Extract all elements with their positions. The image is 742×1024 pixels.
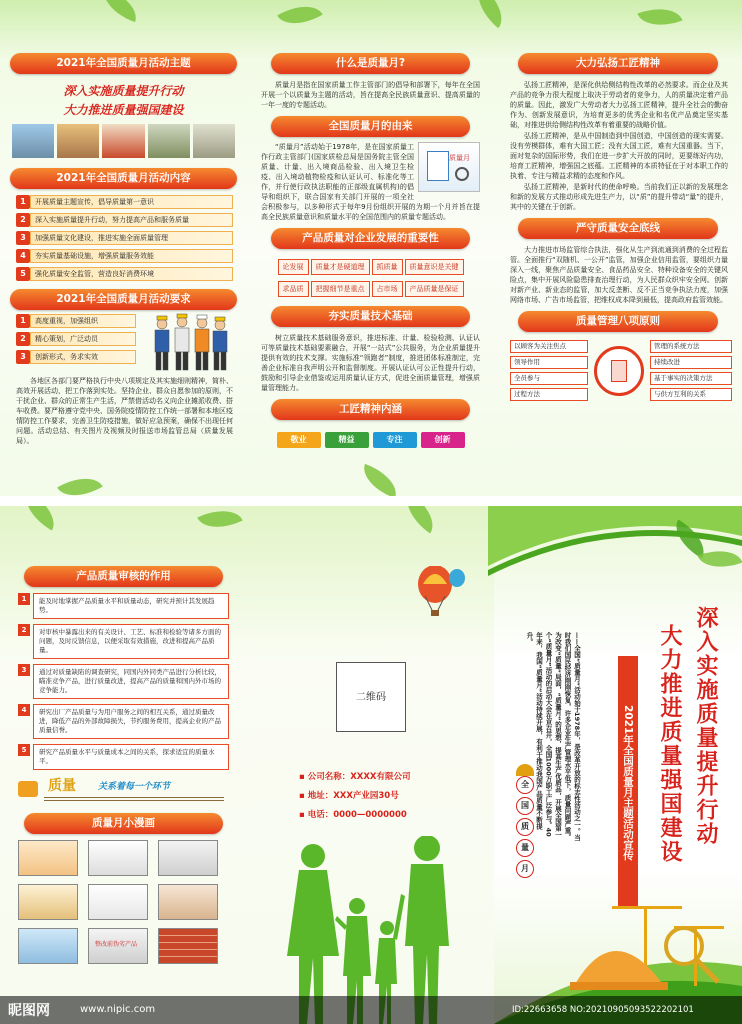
item-text: 创新形式，务求实效 [30,350,136,364]
principle-item: 基于事实的决策方法 [650,372,732,385]
phone-icon: ▪ [299,810,308,820]
chain-text: 关系着每一个环节 [98,782,171,792]
badge-char: 量 [516,839,534,857]
torch-icon [516,764,534,776]
item-number: 2 [16,332,30,346]
craft-paragraph-3: 弘扬工匠精神，是新时代的使命呼唤。当前我们正以新的发展理念和新的发展方式推动形成先进生产力，以“质”的提升带动“量”的提升，其中的关键在于创新。 [510,183,728,211]
audit-list [18,593,229,770]
clipboard-icon [427,151,449,181]
watermark-bar [0,996,742,1024]
origin-image-label: 质量月 [449,154,470,162]
principle-item: 过程方法 [510,388,588,401]
location-icon: ▪ [299,791,308,801]
comic-7 [18,928,78,964]
cover-intro: ——全国“质量月”活动始于1978年，是改革开放的标志性活动之一。当时我们国民经济刚刚恢复，许多企业生产管理水平低下，质量问题严重。为改变“质量”局面，“质量月”的思想，提高生产优质品，开展全国第一个“质量月”活动的启动大会在京召开，全国1000万职工广泛参与。40年来，我国“质量月”活动持续开展，有利于推动我国产品质量不断提升。 [525,632,581,841]
req-item [16,314,136,328]
comic-1 [18,840,78,876]
principles-right [650,337,732,404]
principle-item: 全员参与 [510,372,588,385]
section-title-requirements: 2021年全国质量月活动要求 [10,289,237,310]
principle-item: 持续改进 [650,356,732,369]
spirit-chips [247,427,494,448]
content-item [16,231,233,245]
fold-gap [0,496,742,506]
brochure-outside [0,0,742,496]
section-title-comics: 质量月小漫画 [24,813,223,834]
item-text: 通过对质量缺陷的调查研究，同国内外同类产品进行分析比较，瞄准竞争产品，进行质量改进，提高产品的质量和国内外市场的竞争能力。 [33,664,229,699]
hot-air-balloon-icon [415,566,465,626]
cover-title-line-1: 深入实施质量提升行动 [693,606,718,846]
item-text: 能及时地掌握产品质量水平和质量动态，研究并预计其发展趋势。 [33,593,229,619]
section-title-safety: 严守质量安全底线 [518,218,718,239]
watermark-id: ID:22663658 NO:20210905093522202101 [512,1005,694,1015]
item-text: 对审核中暴露出来的有关设计、工艺、标准和检验等诸多方面的问题，及时反馈信息，以便采取有效措施，改进和提高产品质量。 [33,624,229,659]
content-item [16,249,233,263]
item-text: 研究出厂产品质量与为用户服务之间的相互关系，通过质量改进，降低产品的外部故障损失，节约服务费用，提高企业的产品质量信誉。 [33,704,229,739]
item-number: 5 [16,267,30,281]
panel-audit-role [0,506,247,1024]
item-text: 开展质量主题宣传，倡导质量第一意识 [30,195,233,209]
audit-item [18,744,229,770]
importance-tag: 求品质 [278,281,309,297]
cover-subtitle: 2021年全国质量月主题活动宣传 [618,656,638,906]
importance-tag: 质量才是硬道理 [311,259,370,275]
principle-item: 与供方互利的关系 [650,388,732,401]
photo-inspection [193,124,235,158]
item-text: 加强质量文化建设，推进实施全面质量管理 [30,231,233,245]
badge-column [516,776,534,878]
item-number: 3 [18,664,30,676]
importance-tag: 产品质量是保证 [405,281,464,297]
panel-cover [494,506,742,1024]
chain-icon [44,797,224,805]
audit-item [18,593,229,619]
importance-tag: 把握细节是重点 [311,281,370,297]
requirements-paragraph: 各地区各部门要严格执行中央八项规定及其实施细则精神，简朴、高效开展活动，把工作落到实处。坚持企业、群众自愿参加的原则，不干扰企业、群众的正常生产生活，严禁借活动名义向企业摊派收费、搭车收费。要严格遵守党中央、国务院疫情防控工作统一部署和本地区疫情防控工作要求，完善卫生防疫措施，做好应急预案，确保不出现任何问题。活动总结、有关图片及视频及时报送市场监管总局（质量发展局）。 [16,377,233,445]
importance-tag: 论发展 [278,259,309,275]
importance-tags [257,254,484,298]
principle-item: 管理的系统方法 [650,340,732,353]
slogan-2: 大力推进质量强国建设 [63,103,184,117]
theme-photos [12,124,235,158]
comic-stamp: 整改前伪劣产品 [95,941,138,948]
section-title-audit: 产品质量审核的作用 [24,566,223,587]
principle-item: 领导作用 [510,356,588,369]
comic-4 [18,884,78,920]
item-text: 强化质量安全监管，营造良好消费环境 [30,267,233,281]
slogan-1: 深入实施质量提升行动 [63,84,184,98]
origin-illustration [418,142,480,192]
comic-3 [158,840,218,876]
principles-diagram [510,337,732,404]
spirit-chip: 创新 [421,432,465,448]
content-list [16,195,233,281]
audit-item [18,664,229,699]
content-item [16,195,233,209]
section-title-theme: 2021年全国质量月活动主题 [10,53,237,74]
item-number: 1 [16,314,30,328]
company-name: ▪ 公司名称：XXXX有限公司 [299,772,411,782]
audit-item [18,624,229,659]
principle-item: 以顾客为关注焦点 [510,340,588,353]
magnifier-icon [455,167,469,181]
req-item [16,350,136,364]
audit-item [18,704,229,739]
safety-paragraph: 大力推进市场监管综合执法，强化从生产到流通到消费的全过程监管。全面推行“双随机、一公开”监管，加强企业信用监管，要组织力量深入一线，聚焦产品质量安全、食品药品安全、特种设备安全的关键风险点，集中开展风险隐患排查治理行动，为人民群众织牢安全网。创新对新产业、新业态的监管，加大反垄断、反不正当竞争执法力度，加强网络市场、广告市场监管，把维权成本降到最低，提高政府监管效能。 [510,246,728,304]
photo-factory [148,124,190,158]
item-text: 精心策划，广泛动员 [30,332,136,346]
item-text: 高度重视，加强组织 [30,314,136,328]
photo-worker [12,124,54,158]
photo-quality [57,124,99,158]
item-text: 深入实施质量提升行动，努力提高产品和服务质量 [30,213,233,227]
importance-tag: 占市场 [372,281,403,297]
item-number: 1 [18,593,30,605]
content-item [16,267,233,281]
section-title-craft: 大力弘扬工匠精神 [518,53,718,74]
photo-chart [102,124,144,158]
section-title-tech: 夯实质量技术基础 [271,306,470,327]
quality-chain [18,775,233,809]
section-title-what: 什么是质量月? [271,53,470,74]
item-number: 5 [18,744,30,756]
watermark-logo: 昵图网 [8,1003,50,1019]
importance-tag: 质量意识是关键 [405,259,464,275]
item-text: 研究产品质量水平与质量成本之间的关系，探求适宜的质量水平。 [33,744,229,770]
importance-tag: 抓质量 [372,259,403,275]
item-number: 2 [18,624,30,636]
building-icon: ▪ [299,772,308,782]
spirit-chip: 专注 [373,432,417,448]
spirit-chip: 精益 [325,432,369,448]
spirit-chip: 敬业 [277,432,321,448]
megaphone-icon [18,781,38,797]
tech-paragraph: 树立质量技术基础服务意识，推进标准、计量、检验检测、认证认可等质量技术基础要素融合，开展“一站式”公共服务，为企业质量提升提供有效的技术支撑。实施标准“领跑者”制度，推进团体标准制定，完善企业标准自我声明公开和监督制度。开展认证认可公正性提升行动，鼓励和引导企业借鉴或运用质量认证方式，促进全面质量管理，增强质量管理能力。 [261,334,480,392]
badge-char: 月 [516,860,534,878]
what-paragraph: 质量月是指在国家质量工作主管部门的倡导和部署下，每年在全国开展一个以质量为主题的活动，旨在提高全民族质量意识、提高质量的一年一度的专题活动。 [261,81,480,109]
address: ▪ 地址：XXX产业园30号 [299,791,399,801]
brochure-inside [0,506,742,1024]
chain-word: 质量 [48,778,76,794]
contact-info [299,768,410,825]
item-number: 2 [16,213,30,227]
origin-block [261,142,480,222]
section-title-importance: 产品质量对企业发展的重要性 [271,228,470,249]
item-number: 1 [16,195,30,209]
principles-left [510,337,588,404]
comic-2 [88,840,148,876]
badge-char: 国 [516,797,534,815]
comic-6 [158,884,218,920]
phone: ▪ 电话：0000—0000000 [299,810,407,820]
item-number: 4 [16,249,30,263]
item-number: 4 [18,704,30,716]
origin-paragraph: “质量月”活动始于1978年，是在国家质量工作行政主管部门(国家质检总局是国务院主管全国质量、计量、出入境商品检验、出入境卫生检疫、出入境动植物检疫和认证认可、标准化等工作，并行使行政执法职能的正部级直属机构)的倡导和组织下，联合国家有关部门开展的一项全社会积极参与，以多种形式于每年9月份组织开展的为期一个月并旨在提高全民族质量意识和质量水平的全国范围内的质量专题活动。 [261,143,480,221]
craft-paragraph-2: 弘扬工匠精神，是从中国制造到中国创造，中国创造的现实需要。没有劳模群体，难有大国工匠；没有大国工匠，难有大国重器。当下，面对复杂的国际形势，我们在进一步扩大开放的同时，更要练好内功，培育工匠精神，增强国之底蕴。工匠精神的本质特征在于对本职工作的执着、专注与精益求精的态度和作风。 [510,132,728,180]
principles-center-icon [594,346,644,396]
item-text: 夯实质量基础设施，增强质量服务效能 [30,249,233,263]
comic-5 [88,884,148,920]
watermark-site: www.nipic.com [80,1004,156,1015]
comic-9 [158,928,218,964]
item-number: 3 [16,231,30,245]
badge-char: 质 [516,818,534,836]
workers-illustration [150,310,230,372]
comics-grid [18,840,229,990]
qr-code-placeholder[interactable]: 二维码 [336,662,406,732]
req-item [16,332,136,346]
panel-what-is-quality-month [247,0,494,496]
comic-8 [88,928,148,964]
panel-craftsman-spirit [494,0,742,496]
badge-char: 全 [516,776,534,794]
content-item [16,213,233,227]
panel-contact [247,506,494,1024]
panel-activity-theme [0,0,247,496]
section-title-origin: 全国质量月的由来 [271,116,470,137]
section-title-spirit: 工匠精神内涵 [271,399,470,420]
section-title-content: 2021年全国质量月活动内容 [10,168,237,189]
requirements [16,314,233,370]
section-title-principles: 质量管理八项原则 [518,311,718,332]
cover-title-line-2: 大力推进质量强国建设 [657,624,682,864]
item-number: 3 [16,350,30,364]
craft-paragraph-1: 弘扬工匠精神，是深化供给侧结构性改革的必然要求。而企业及其产品的竞争力很大程度上取决于劳动者的竞争力，人的质量决定着产品的质量。因此，激发广大劳动者大力弘扬工匠精神，提升全社会的勤奋作为、创新发展意识，为培育更多的优秀企业和名优产品奠定坚实基础，对推进供给侧结构性改革有着重要的战略价值。 [510,81,728,129]
req-list [16,314,136,364]
